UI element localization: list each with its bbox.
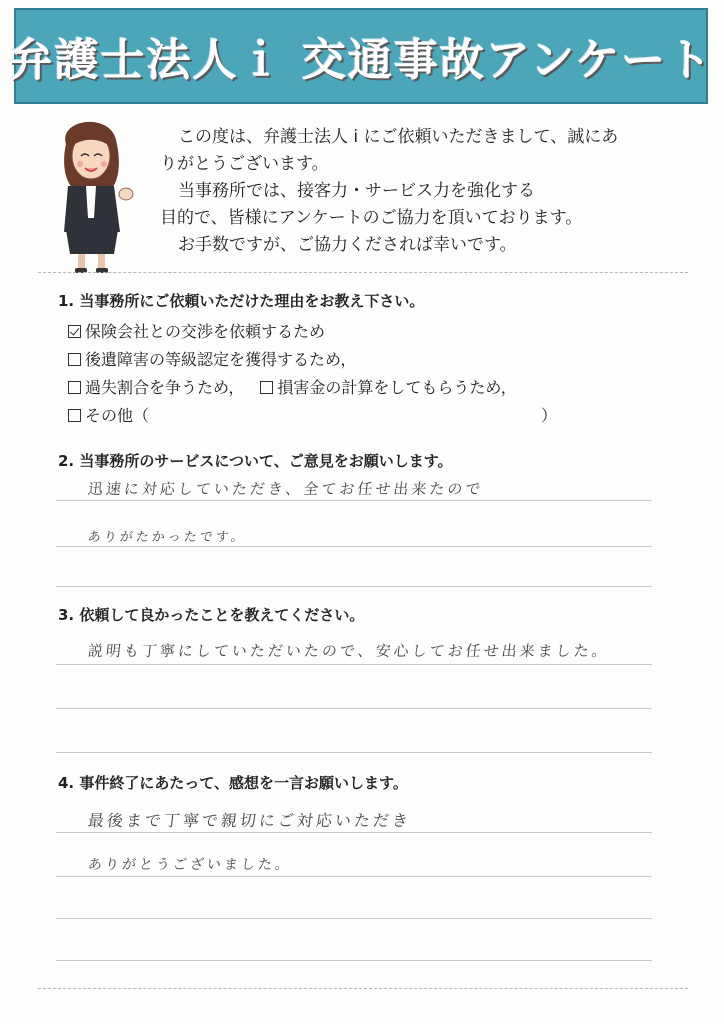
answer-line [56, 918, 652, 919]
intro-line: 当事務所では、接客力・サービス力を強化する [178, 181, 535, 201]
handwritten-answer: 最後まで丁寧で親切にご対応いただき [86, 811, 412, 830]
intro-line: りがとうございます。 [160, 154, 329, 174]
option-label: 保険会社との交渉を依頼するため [85, 322, 326, 341]
section-divider [38, 988, 688, 989]
staff-illustration [48, 114, 138, 274]
intro-line: 目的で、皆様にアンケートのご協力を頂いております。 [160, 208, 583, 228]
banner-title: 弁護士法人ｉ 交通事故アンケート [8, 35, 714, 86]
option-row [68, 402, 628, 430]
checkbox[interactable] [260, 381, 273, 394]
answer-line [56, 832, 652, 833]
option-label: その他（ [85, 406, 150, 425]
handwritten-answer: ありがとうございました。 [87, 857, 293, 873]
survey-banner [8, 8, 714, 104]
question-3-title: 3. 依頼して良かったことを教えてください。 [58, 606, 365, 624]
intro-line: この度は、弁護士法人 i にご依頼いただきまして、誠にあ [178, 127, 619, 147]
handwritten-answer: ありがたかったです。 [87, 530, 248, 545]
question-2-title: 2. 当事務所のサービスについて、ご意見をお願いします。 [58, 452, 453, 470]
checkbox[interactable] [68, 353, 81, 366]
option-row [68, 346, 628, 374]
checkbox[interactable] [68, 409, 81, 422]
question-1-options [68, 318, 628, 430]
checkbox-checked[interactable] [68, 325, 81, 338]
section-divider [38, 272, 688, 273]
question-4-title: 4. 事件終了にあたって、感想を一言お願いします。 [58, 774, 408, 792]
intro-message [160, 124, 680, 259]
option-label: 後遺障害の等級認定を獲得するため， [85, 350, 357, 369]
option-label: 過失割合を争うため， [85, 378, 245, 397]
answer-line [56, 586, 652, 587]
answer-line [56, 960, 652, 961]
answer-line [56, 546, 652, 547]
checkbox[interactable] [68, 381, 81, 394]
answer-line [56, 876, 652, 877]
handwritten-answer: 迅速に対応していただき、全てお任せ出来たので [87, 480, 485, 498]
other-close-paren: ） [541, 406, 558, 425]
answer-line [56, 708, 652, 709]
answer-line [56, 752, 652, 753]
option-row [68, 318, 628, 346]
intro-section [48, 110, 688, 270]
intro-line: お手数ですが、ご協力くだされば幸いです。 [178, 235, 517, 255]
answer-line [56, 664, 652, 665]
answer-line [56, 500, 652, 501]
question-1-title: 1. 当事務所にご依頼いただけた理由をお教え下さい。 [58, 292, 425, 310]
option-row [68, 374, 628, 402]
option-label: 損害金の計算をしてもらうため， [277, 378, 517, 397]
handwritten-answer: 説明も丁寧にしていただいたので、安心してお任せ出来ました。 [87, 642, 611, 660]
